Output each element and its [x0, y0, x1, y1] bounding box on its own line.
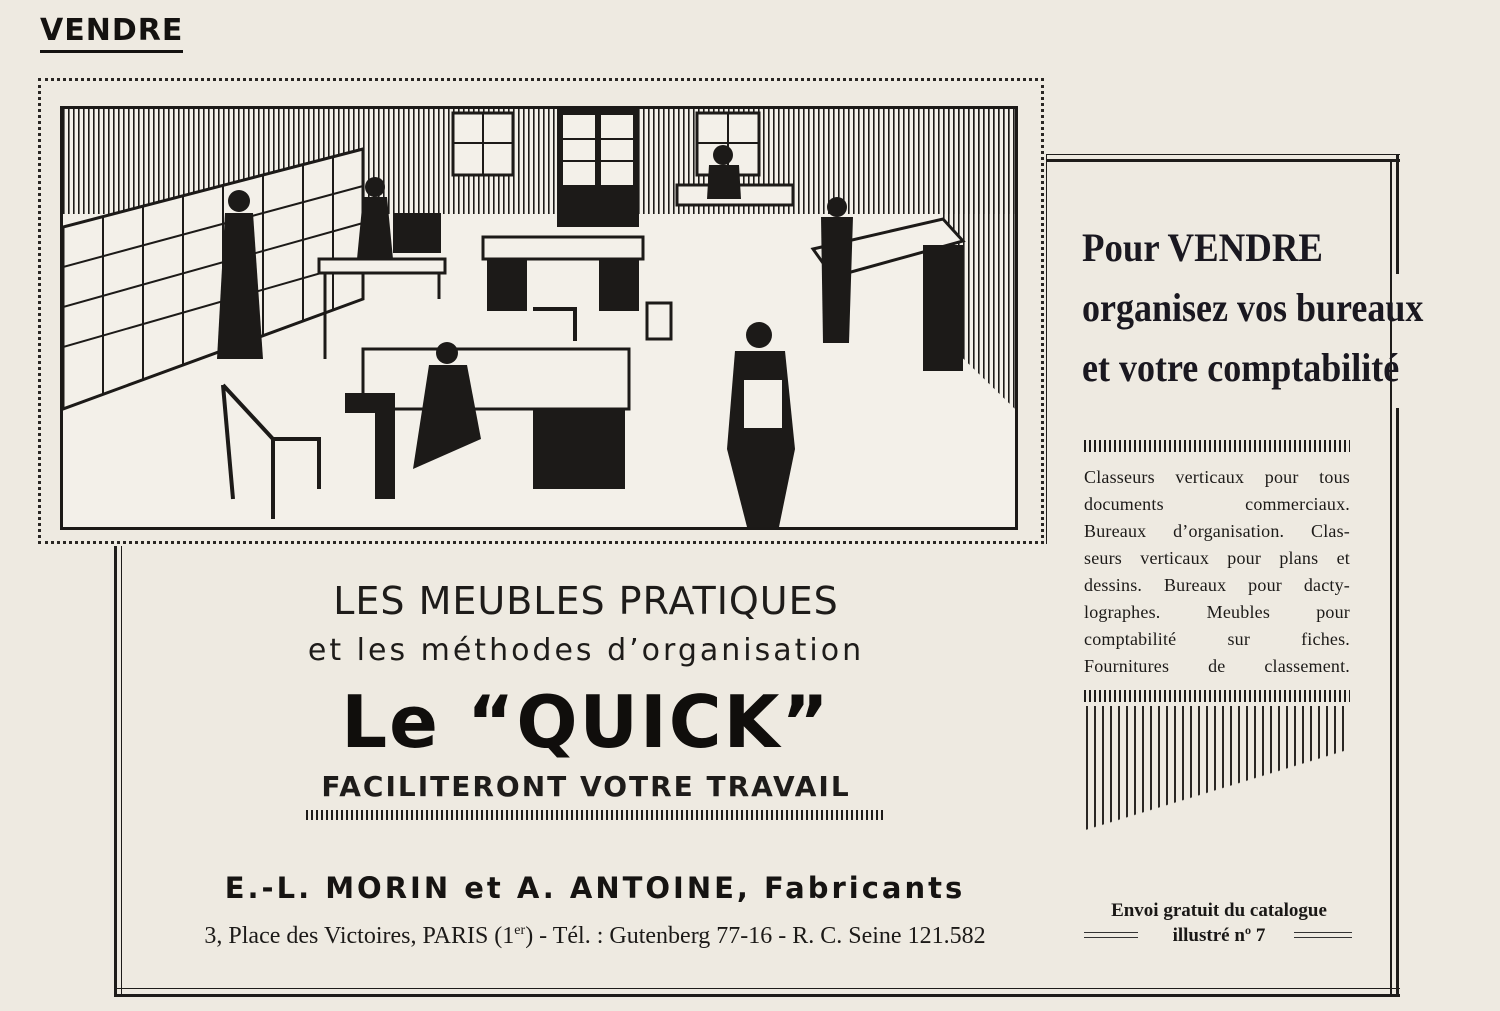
tick-rule-upper — [1084, 440, 1350, 452]
catalogue-offer-line-2: illustré nº 7 — [1172, 925, 1266, 946]
desk-front — [363, 349, 629, 409]
typewriter — [345, 393, 395, 413]
address-part: ) - Tél. : Gutenberg 77-16 - R. C. Seine 121.582 — [525, 923, 986, 949]
headline-line-3: et votre comptabilité — [1082, 345, 1400, 390]
description-line: documents commerciaux. — [1084, 494, 1350, 514]
wastebasket — [647, 303, 671, 339]
tagline-line-3: FACILITERONT VOTRE TRAVAIL — [321, 770, 851, 803]
description-line: comptabilité sur fiches. — [1084, 629, 1350, 649]
chairs — [223, 309, 575, 519]
office-illustration — [60, 106, 1018, 530]
tick-rule-lower — [1084, 690, 1350, 702]
right-frame-outer-rule-top — [1396, 154, 1399, 274]
decorative-hatching — [1086, 706, 1348, 850]
tagline-line-2: et les méthodes d’organisation — [307, 633, 865, 668]
desk-left — [319, 259, 445, 273]
brand-name: Le “QUICK” — [341, 680, 831, 764]
right-frame-left-rule — [1046, 154, 1047, 544]
header-title: VENDRE — [40, 14, 183, 53]
description-line: Fournitures de classement. — [1084, 656, 1350, 676]
description-line: seurs verticaux pour plans et — [1084, 548, 1350, 568]
right-frame-outer-rule-bottom — [1396, 408, 1399, 994]
catalogue-rule-right — [1294, 932, 1352, 938]
description-line: Bureaux d’organisation. Clas- — [1084, 521, 1350, 541]
tagline-line-1: LES MEUBLES PRATIQUES — [333, 579, 839, 623]
product-description — [1084, 464, 1350, 680]
right-frame-top-rule — [1046, 154, 1400, 162]
company-address — [120, 914, 1070, 953]
address-part: 3, Place des Victoires, PARIS (1 — [204, 923, 515, 949]
office-scene-drawing — [63, 109, 1015, 527]
description-line: Classeurs verticaux pour tous — [1084, 467, 1350, 487]
company-name: E.-L. MORIN et A. ANTOINE, Fabricants — [224, 871, 966, 905]
headline-line-1: Pour VENDRE — [1082, 225, 1323, 270]
desk-center — [483, 237, 643, 259]
description-line: lographes. Meubles pour — [1084, 602, 1350, 622]
address-superscript: er — [514, 923, 526, 938]
lower-frame-bottom-rule — [114, 988, 1400, 997]
description-line: dessins. Bureaux pour dacty- — [1084, 575, 1350, 595]
catalogue-offer-line-1: Envoi gratuit du catalogue — [1111, 900, 1327, 921]
headline-line-2: organisez vos bureaux — [1082, 285, 1424, 330]
tick-rule-center — [306, 810, 884, 820]
